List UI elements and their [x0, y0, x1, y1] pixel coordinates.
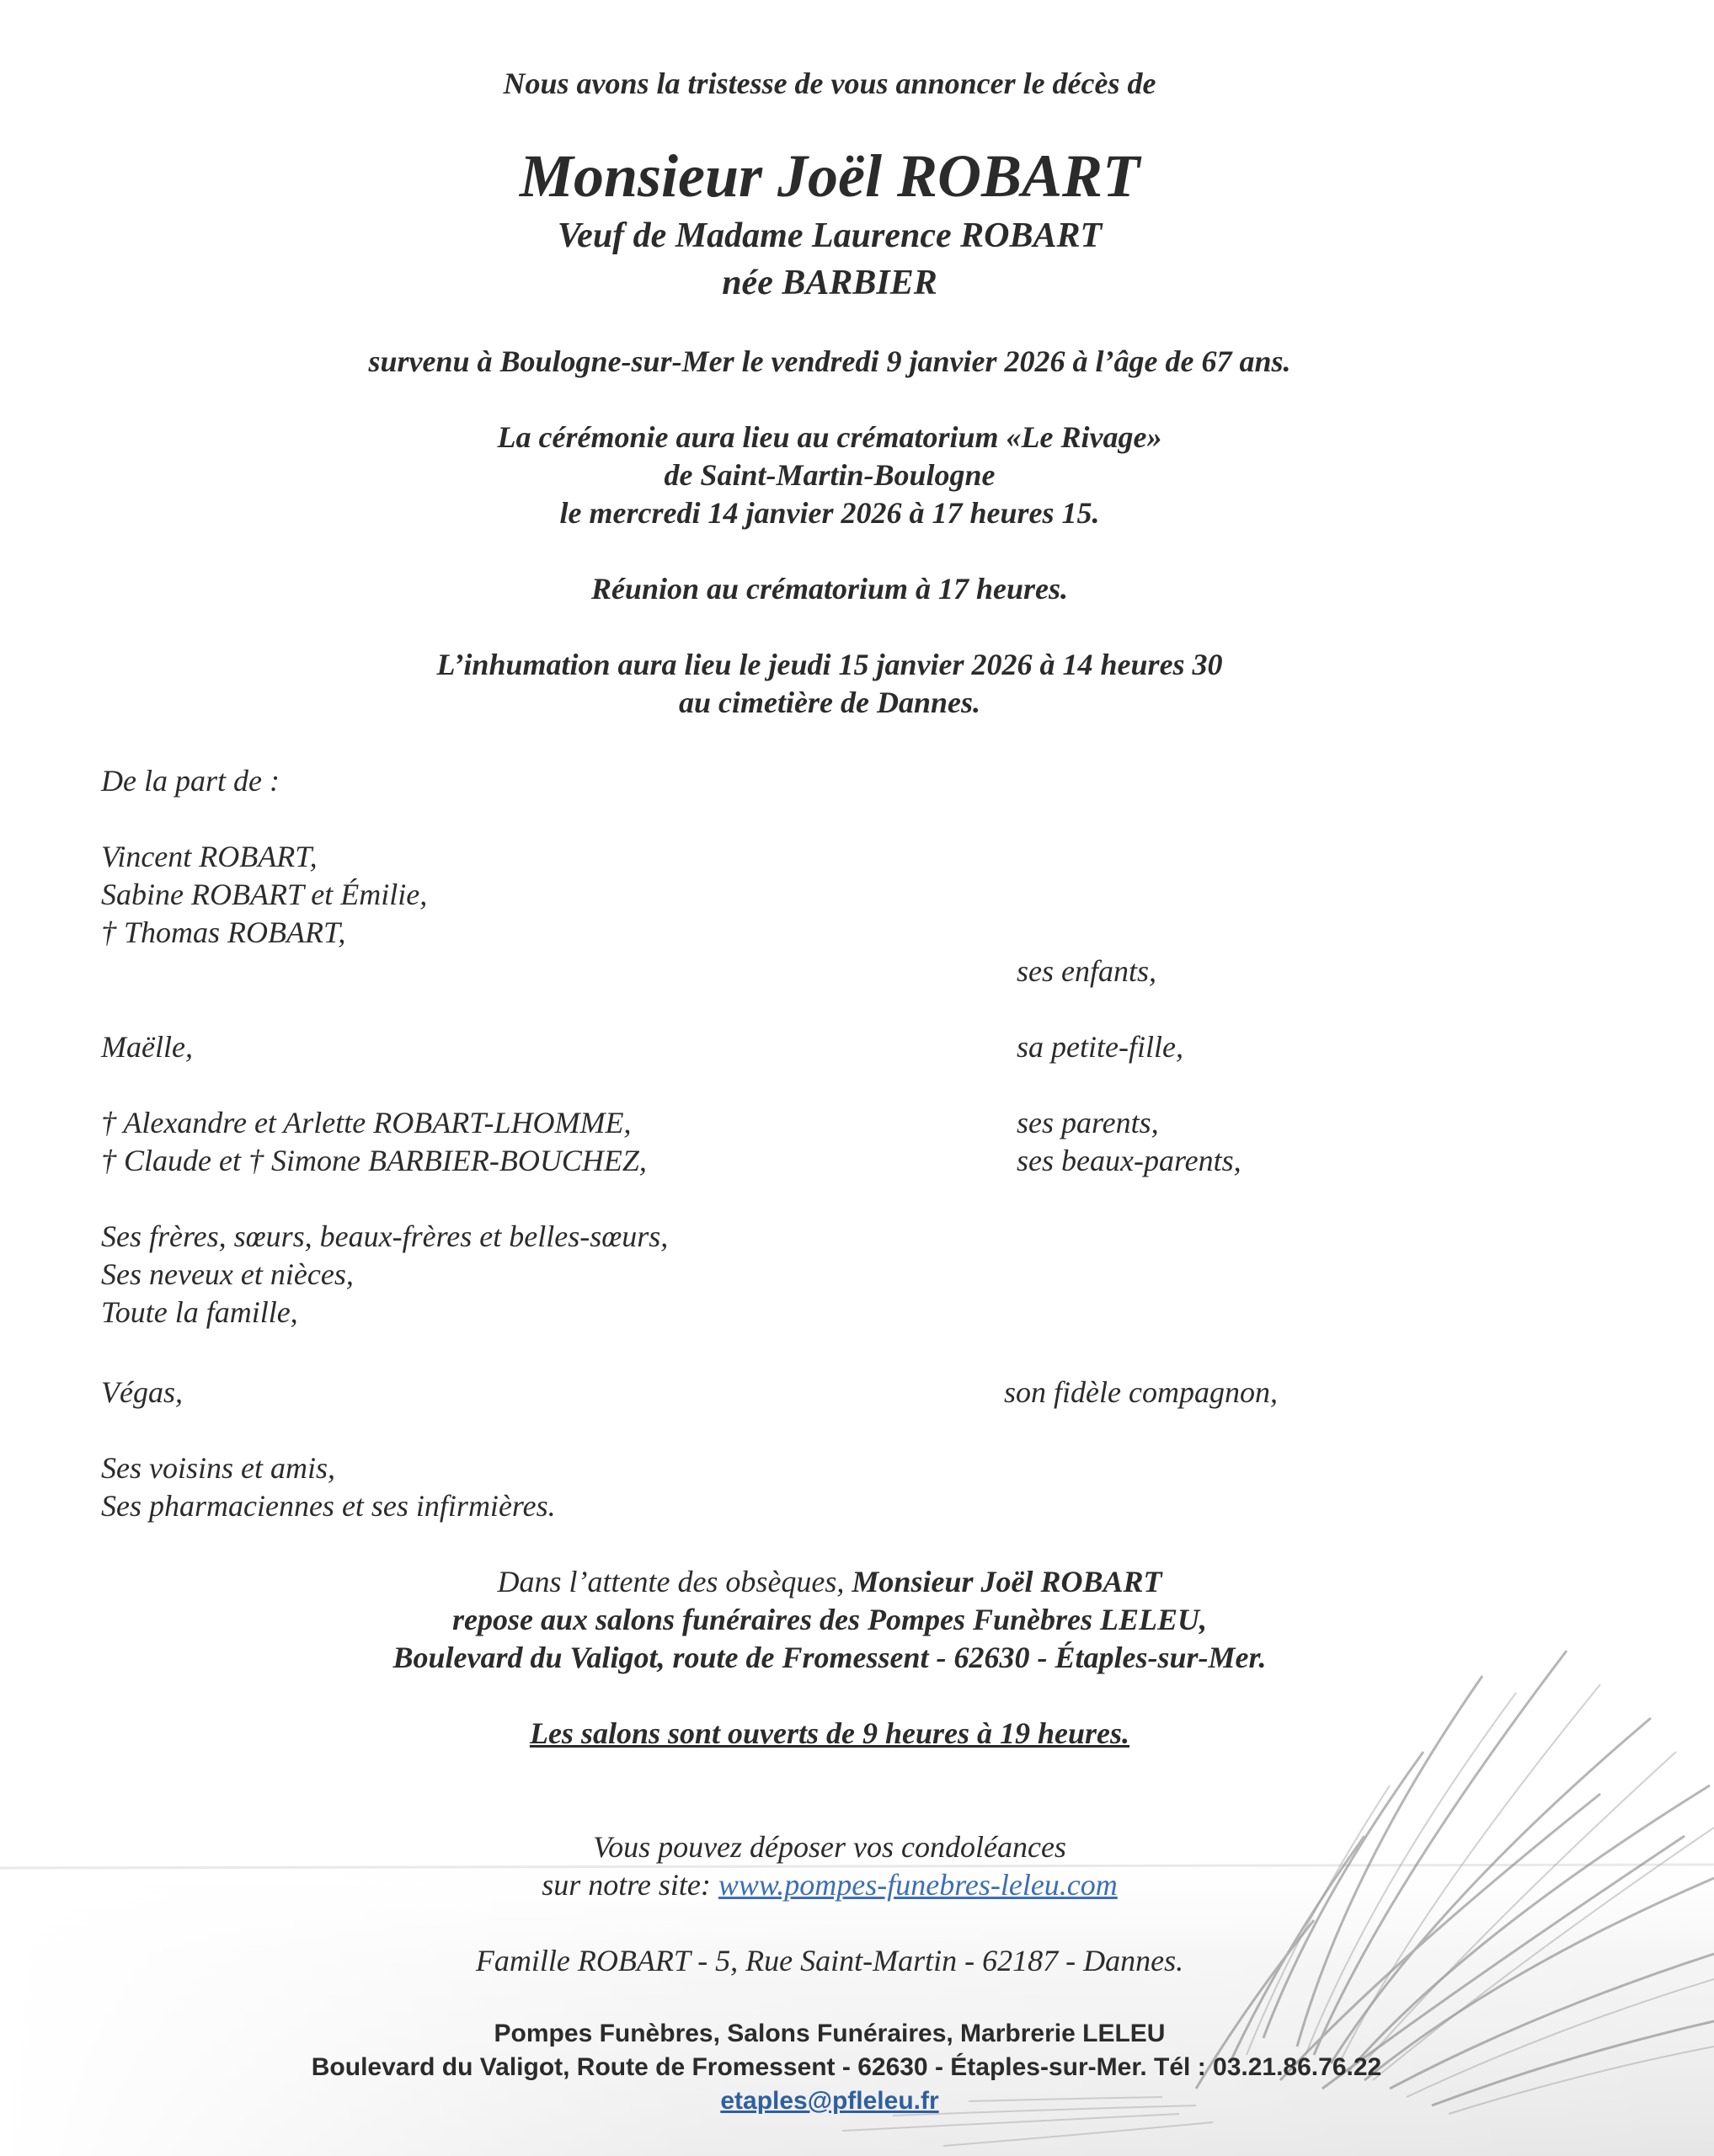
footer-email-line — [0, 2087, 1659, 2116]
website-link[interactable]: www.pompes-funebres-leleu.com — [718, 1868, 1118, 1902]
in-laws-role: ses beaux-parents, — [1017, 1144, 1241, 1177]
parents: † Alexandre et Arlette ROBART-LHOMME, — [101, 1106, 632, 1139]
burial-line-1: L’inhumation aura lieu le jeudi 15 janvier 2026 à 14 heures 30 — [436, 648, 1223, 681]
siblings: Ses frères, sœurs, beaux-frères et belles-sœurs, — [101, 1219, 669, 1253]
condolences-line-2 — [0, 1867, 1659, 1903]
granddaughter-role: sa petite-fille, — [1017, 1030, 1183, 1064]
child-3: † Thomas ROBART, — [101, 915, 346, 949]
intro-text: Nous avons la tristesse de vous annoncer le décès de — [503, 67, 1156, 100]
child-1: Vincent ROBART, — [101, 840, 318, 873]
burial-line-2: au cimetière de Dannes. — [679, 686, 980, 719]
ceremony-line-1: La cérémonie aura lieu au crématorium «Le Rivage» — [497, 420, 1162, 454]
viewing-line-1 — [0, 1564, 1659, 1599]
widow-line: Veuf de Madame Laurence ROBART — [557, 216, 1103, 255]
all-family: Toute la famille, — [101, 1295, 298, 1329]
pet: Végas, — [101, 1375, 183, 1409]
children-role: ses enfants, — [1017, 954, 1156, 988]
gathering-line: Réunion au crématorium à 17 heures. — [590, 572, 1069, 606]
viewing-line-3: Boulevard du Valigot, route de Fromessent - 62630 - Étaples-sur-Mer. — [392, 1641, 1267, 1674]
parents-role: ses parents, — [1017, 1106, 1159, 1139]
care-staff: Ses pharmaciennes et ses infirmières. — [101, 1489, 556, 1523]
nephews: Ses neveux et nièces, — [101, 1257, 354, 1291]
nee-line: née BARBIER — [722, 264, 937, 302]
deceased-name: Monsieur Joël ROBART — [519, 142, 1140, 210]
pet-role: son fidèle compagnon, — [1004, 1375, 1278, 1409]
granddaughter: Maëlle, — [101, 1030, 193, 1064]
email-link[interactable]: etaples@pfleleu.fr — [720, 2087, 939, 2115]
neighbours: Ses voisins et amis, — [101, 1451, 335, 1485]
condolences-prefix: sur notre site: — [542, 1868, 718, 1902]
condolences-line-1: Vous pouvez déposer vos condoléances — [593, 1830, 1066, 1864]
from-label: De la part de : — [101, 764, 280, 798]
death-line: survenu à Boulogne-sur-Mer le vendredi 9 janvier 2026 à l’âge de 67 ans. — [368, 344, 1291, 378]
viewing-name: Monsieur Joël ROBART — [852, 1565, 1162, 1598]
viewing-prefix: Dans l’attente des obsèques, — [497, 1565, 852, 1598]
in-laws: † Claude et † Simone BARBIER-BOUCHEZ, — [101, 1144, 647, 1177]
family-address: Famille ROBART - 5, Rue Saint-Martin - 62187 - Dannes. — [475, 1944, 1184, 1977]
ceremony-line-2: de Saint-Martin-Boulogne — [664, 458, 996, 492]
ceremony-line-3: le mercredi 14 janvier 2026 à 17 heures 15. — [559, 496, 1100, 530]
footer-address: Boulevard du Valigot, Route de Fromessent - 62630 - Étaples-sur-Mer. Tél : 03.21.86.76.22 — [311, 2053, 1382, 2081]
footer-company: Pompes Funèbres, Salons Funéraires, Marbrerie LELEU — [494, 2020, 1166, 2047]
viewing-line-2: repose aux salons funéraires des Pompes Funèbres LELEU, — [451, 1603, 1208, 1636]
child-2: Sabine ROBART et Émilie, — [101, 878, 428, 911]
viewing-hours: Les salons sont ouverts de 9 heures à 19 heures. — [529, 1716, 1130, 1750]
